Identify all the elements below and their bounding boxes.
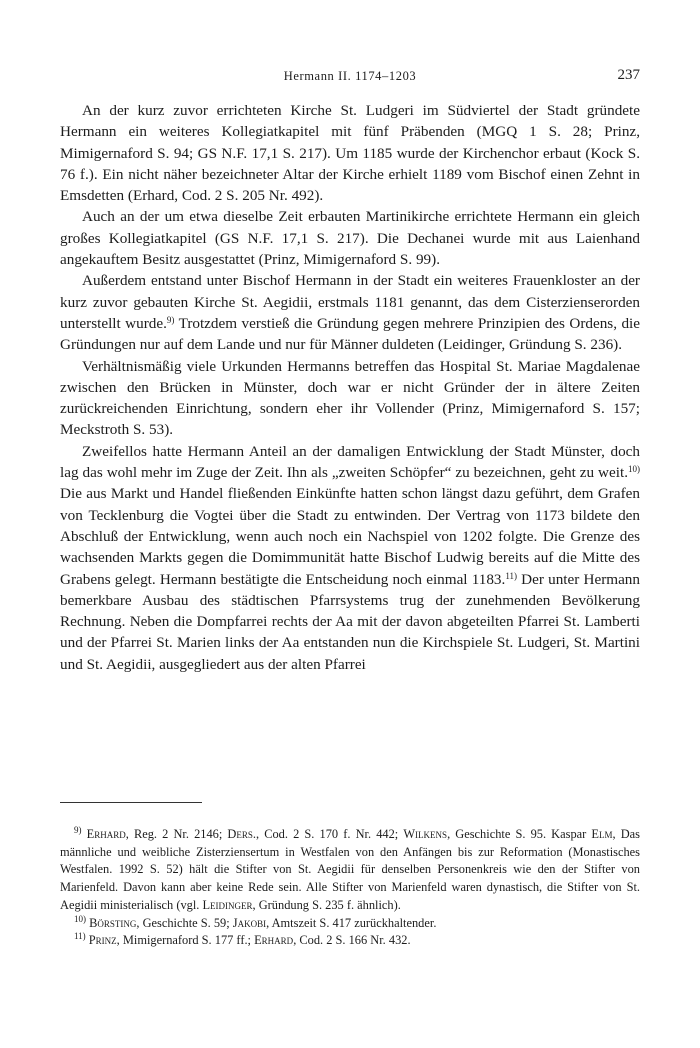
running-head <box>60 67 640 87</box>
paragraph-stadt <box>60 441 640 675</box>
footnote-ref-9[interactable]: 9) <box>166 314 175 325</box>
footnote-9 <box>60 826 640 915</box>
page-number: 237 <box>617 67 640 83</box>
footnote-marker: 10) <box>74 913 86 924</box>
paragraph-text: Außerdem entstand unter Bischof Hermann in der Stadt ein weiteres Frauenkloster an der kurz zuvor gebauten Kirche St. Aegidii, erstmals 1181 genannt, das dem Cisterzienserorden unterstellt wurde. <box>60 272 640 332</box>
paragraph-text: Die aus Markt und Handel fließenden Einkünfte hatten schon längst dazu geführt, dem Grafen von Tecklenburg die Vogtei über die Stadt zu entwinden. Der Vertrag von 1173 bildete den Abschluß der Entwicklung, wenn auch noch ein Nachspiel von 1202 folgte. Die Grenze des wachsenden Markts gegen die Domimmunität hatte Bischof Ludwig bereits auf die Mitte des Grabens gelegt. Hermann bestätigte die Entscheidung noch einmal 1183. <box>60 485 640 588</box>
author-name: Leidinger <box>202 897 253 912</box>
footnote-divider <box>60 802 202 803</box>
paragraph-text: Auch an der um etwa dieselbe Zeit erbauten Martinikirche errichtete Hermann ein gleich großes Kollegiatkapitel (GS N.F. 17,1 S. 217). Die Dechanei wurde mit aus Laienhand angekauftem Besitz ausgestattet (Prinz, Mimigernaford S. 99). <box>60 208 640 269</box>
footnote-text: , Gründung S. 235 f. ähnlich). <box>252 897 401 912</box>
footnote-text: , Geschichte S. 95. Kaspar <box>447 827 592 841</box>
paragraph-ludgeri <box>60 100 640 206</box>
paragraph-hospital <box>60 356 640 441</box>
paragraph-aegidii <box>60 270 640 355</box>
running-title: Hermann II. 1174–1203 <box>283 69 417 83</box>
paragraph-text: An der kurz zuvor errichteten Kirche St. Ludgeri im Südviertel der Stadt gründete Hermann ein weiteres Kollegiatkapitel mit fünf Präbenden (MGQ 1 S. 28; Prinz, Mimigernaford S. 94; GS N.F. 17,1 S. 217). Um 1185 wurde der Kirchenchor erbaut (Kock S. 76 f.). Ein nicht näher bezeichneter Altar der Kirche erhielt 1189 vom Bischof einen Zehnt in Emsdetten (Erhard, Cod. 2 S. 205 Nr. 492). <box>60 102 640 205</box>
footnote-text: , Das männliche und weibliche Zisterziensertum in Westfalen von den Anfängen bis zur Reformation (Monastisches Westfalen. 1992 S. 52) hält die Stifter von St. Aegidii für denselben Personenkreis wie den der Stifter von Marienfeld. Davon kann aber keine Rede sein. Alle Stifter von Marienfeld waren dynastisch, die Stifter von St. Aegidii ministerialisch (vgl. <box>60 827 640 912</box>
paragraph-text: Trotzdem verstieß die Gründung gegen mehrere Prinzipien des Ordens, die Gründungen nur auf dem Lande und nur für Männer duldeten (Leidinger, Gründung S. 236). <box>60 314 640 354</box>
paragraph-text: Der unter Hermann bemerkbare Ausbau des städtischen Pfarrsystems trug der zunehmenden Bevölkerung Rechnung. Neben die Dompfarrei rechts der Aa mit der davon abgeteilten Pfarrei St. Lamberti und der Pfarrei St. Marien links der Aa entstanden nun die Kirchspiele St. Ludgeri, St. Martini und St. Aegidii, ausgegliedert aus der alten Pfarrei <box>60 570 640 673</box>
paragraph-martini <box>60 206 640 270</box>
author-name: Erhard <box>86 827 126 841</box>
main-text <box>60 100 640 675</box>
footnote-ref-10[interactable]: 10) <box>628 464 640 475</box>
footnote-marker: 11) <box>74 931 86 942</box>
footnote-text: , Cod. 2 S. 166 Nr. 432. <box>293 933 411 948</box>
author-name: Wilkens <box>403 827 448 841</box>
footnote-11 <box>60 932 640 950</box>
author-name: Erhard <box>254 933 294 948</box>
footnote-10 <box>60 915 640 933</box>
footnote-text: , Geschichte S. 59; <box>136 915 233 930</box>
footnotes <box>60 826 640 950</box>
footnote-marker: 9) <box>74 825 82 835</box>
author-name: Jakobi <box>232 915 267 930</box>
author-name: Ders. <box>227 827 256 841</box>
paragraph-text: Zweifellos hatte Hermann Anteil an der damaligen Entwicklung der Stadt Münster, doch lag das wohl mehr im Zuge der Zeit. Ihn als „zweiten Schöpfer“ zu bezeichnen, geht zu weit. <box>60 442 640 482</box>
paragraph-text: Verhältnismäßig viele Urkunden Hermanns betreffen das Hospital St. Mariae Magdalenae zwischen den Brücken in Münster, doch war er nicht Gründer der in ältere Zeiten zurückreichenden Einrichtung, sondern eher ihr Vollender (Prinz, Mimigernaford S. 157; Meckstroth S. 53). <box>60 357 640 439</box>
footnote-text: , Reg. 2 Nr. 2146; <box>125 827 228 841</box>
footnote-text: , Amtszeit S. 417 zurückhaltender. <box>266 915 437 930</box>
author-name: Prinz <box>88 933 117 948</box>
author-name: Elm <box>591 827 613 841</box>
author-name: Börsting <box>89 915 137 930</box>
footnote-text: , Cod. 2 S. 170 f. Nr. 442; <box>255 827 404 841</box>
footnote-text: , Mimigernaford S. 177 ff.; <box>116 933 255 948</box>
footnote-ref-11[interactable]: 11) <box>505 570 517 581</box>
